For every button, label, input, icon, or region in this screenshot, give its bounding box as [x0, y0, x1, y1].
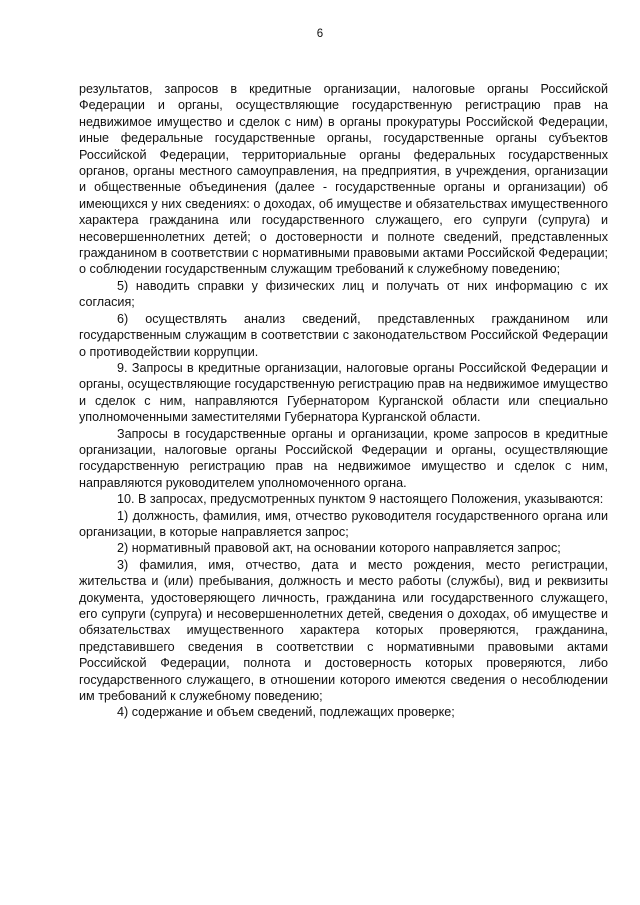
paragraph-list-item-4: 4) содержание и объем сведений, подлежащих проверке;	[117, 705, 455, 720]
paragraph-list-item-1: 1) должность, фамилия, имя, отчество руководителя государственного органа или организации, в которые направляется запрос;	[79, 508, 608, 539]
paragraph-list-item-3: 3) фамилия, имя, отчество, дата и место рождения, место регистрации, жительства и (или) пребывания, должность и место работы (службы), вид и реквизиты документа, удостоверяющего личность, гражданина или государственного служащего, его супруги (супруга) и несовершеннолетних детей, сведения о доходах, об имуществе и обязательствах имущественного характера которых проверяются, гражданина, представившего сведения в соответствии с нормативными правовыми актами Российской Федерации, полнота и достоверность которых проверяются, либо государственного служащего, в отношении которого имеются сведения о несоблюдении им требований к служебному поведению;	[79, 557, 608, 704]
paragraph-item-6: 6) осуществлять анализ сведений, представленных гражданином или государственным служащим в соответствии с законодательством Российской Федерации о противодействии коррупции.	[79, 311, 608, 359]
paragraph-item-5: 5) наводить справки у физических лиц и получать от них информацию с их согласия;	[79, 278, 608, 310]
document-body	[79, 81, 608, 721]
page-number: 6	[316, 28, 324, 40]
paragraph-list-item-2: 2) нормативный правовой акт, на основании которого направляется запрос;	[117, 541, 561, 556]
paragraph-section-9: 9. Запросы в кредитные организации, налоговые органы Российской Федерации и органы, осуществляющие государственную регистрацию прав на недвижимое имущество и сделок с ним, направляются Губернатором Курганской области или специально уполномоченными заместителями Губернатора Курганской области.	[79, 360, 608, 425]
paragraph-continuation: результатов, запросов в кредитные организации, налоговые органы Российской Федерации и органы, осуществляющие государственную регистрацию прав на недвижимое имущество и сделок с ним) в органы прокуратуры Российской Федерации, иные федеральные государственные органы, государственные органы субъектов Российской Федерации, территориальные органы федеральных государственных органов, органы местного самоуправления, на предприятия, в учреждения, организации и общественные объединения (далее - государственные органы и организации) об имеющихся у них сведениях: о доходах, об имуществе и обязательствах имущественного характера гражданина или государственного служащего, его супруги (супруга) и несовершеннолетних детей; о достоверности и полноте сведений, представленных гражданином в соответствии с нормативными правовыми актами Российской Федерации; о соблюдении государственным служащим требований к служебному поведению;	[79, 82, 608, 277]
paragraph-section-9-continued: Запросы в государственные органы и организации, кроме запросов в кредитные организации, налоговые органы Российской Федерации и органы, осуществляющие государственную регистрацию прав на недвижимое имущество и сделок с ним, направляются руководителем уполномоченного органа.	[79, 426, 608, 490]
paragraph-section-10: 10. В запросах, предусмотренных пунктом 9 настоящего Положения, указываются:	[117, 492, 604, 507]
